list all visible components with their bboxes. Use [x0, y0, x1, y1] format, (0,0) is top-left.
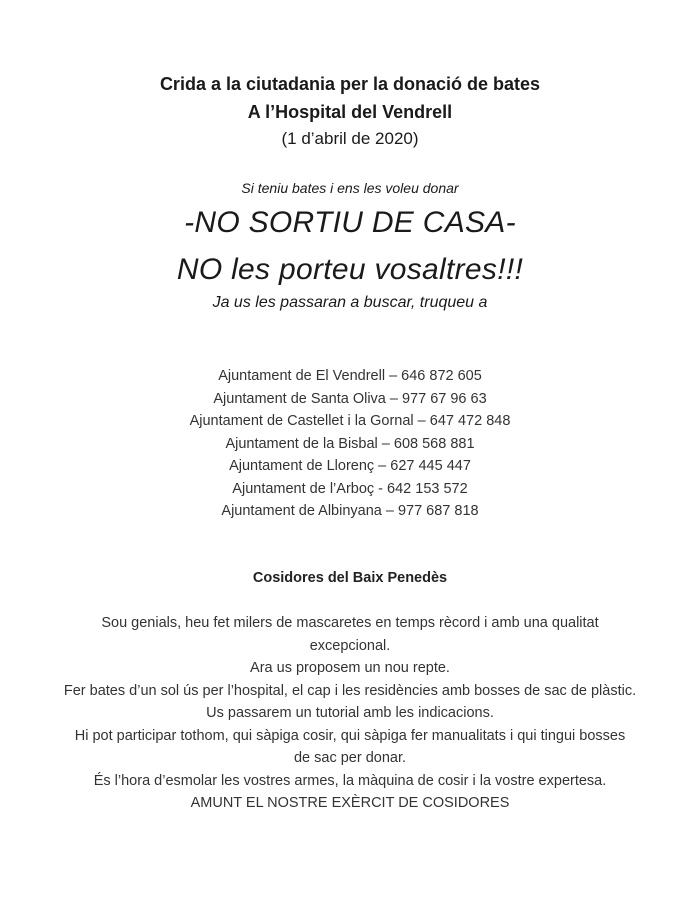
appeal-shout-dont-bring: NO les porteu vosaltres!!! [176, 253, 524, 286]
body-line: Hi pot participar tothom, qui sàpiga cosir, qui sàpiga fer manualitats i qui tingui bosses [74, 727, 626, 744]
contact-item: Ajuntament de Llorenç – 627 445 447 [229, 458, 471, 474]
body-line: de sac per donar. [293, 750, 407, 766]
body-line: Fer bates d’un sol ús per l’hospital, el cap i les residències amb bosses de sac de plàstic. [63, 682, 637, 699]
title-block [0, 70, 700, 152]
body-line: Ara us proposem un nou repte. [250, 660, 450, 676]
body-line: És l’hora d’esmolar les vostres armes, la màquina de cosir i la vostre expertesa. [93, 772, 607, 789]
body-line: Us passarem un tutorial amb les indicacions. [206, 705, 494, 721]
section-heading: Cosidores del Baix Penedès [252, 570, 448, 586]
contact-item: Ajuntament de l’Arboç - 642 153 572 [232, 480, 468, 497]
section-body [40, 612, 660, 815]
body-line: AMUNT EL NOSTRE EXÈRCIT DE COSIDORES [190, 795, 510, 811]
body-line: excepcional. [309, 637, 391, 654]
contact-item: Ajuntament de Albinyana – 977 687 818 [221, 503, 479, 519]
appeal-callout: Ja us les passaran a buscar, truqueu a [212, 294, 488, 311]
contact-list [0, 365, 700, 523]
page-date: (1 d’abril de 2020) [281, 129, 419, 148]
appeal-shout-stay-home: -NO SORTIU DE CASA- [184, 206, 516, 239]
contact-item: Ajuntament de la Bisbal – 608 568 881 [225, 435, 475, 452]
page-subtitle: A l’Hospital del Vendrell [247, 102, 453, 122]
appeal-intro: Si teniu bates i ens les voleu donar [241, 180, 459, 196]
body-line: Sou genials, heu fet milers de mascaretes en temps rècord i amb una qualitat [101, 615, 599, 631]
contact-item: Ajuntament de Santa Oliva – 977 67 96 63 [213, 390, 487, 407]
page-title: Crida a la ciutadania per la donació de bates [159, 74, 541, 94]
contact-item: Ajuntament de Castellet i la Gornal – 647 472 848 [189, 413, 511, 429]
contact-item: Ajuntament de El Vendrell – 646 872 605 [218, 368, 482, 384]
